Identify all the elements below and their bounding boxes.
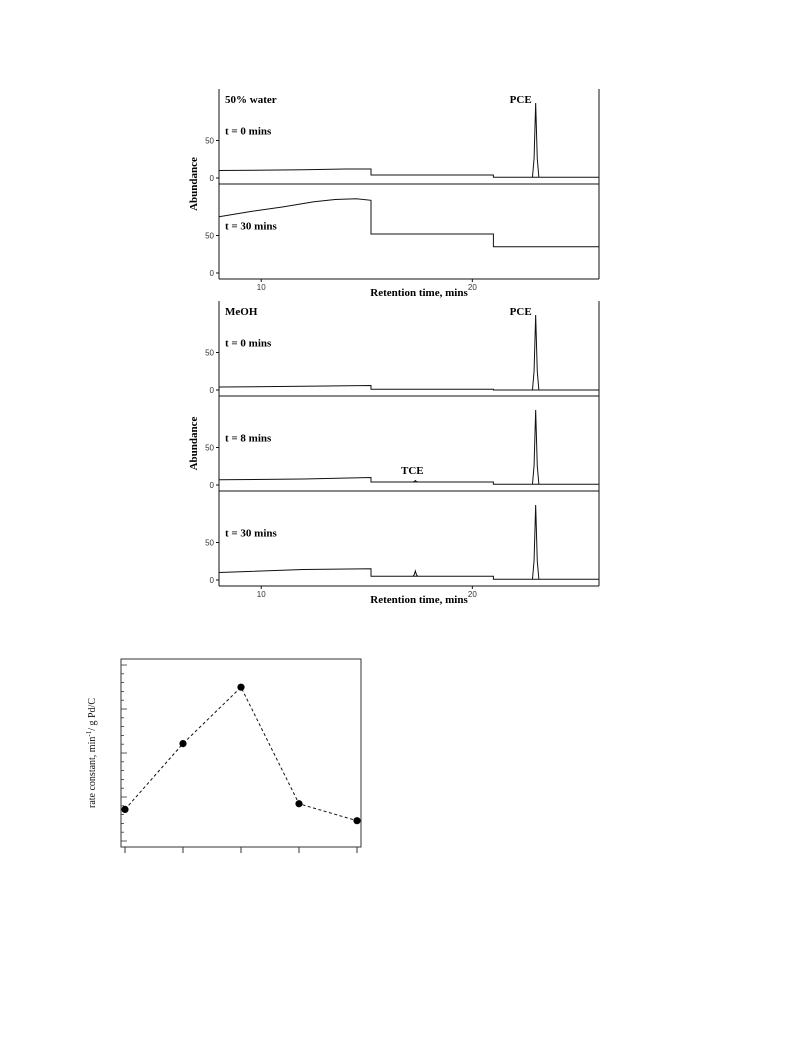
y-tick-label: 0 [209, 174, 214, 183]
group-label: MeOH [225, 306, 258, 318]
chromatogram-panel [205, 396, 599, 491]
peak-label-pce: PCE [509, 306, 532, 318]
chromatogram-trace [219, 569, 599, 580]
rate-series-line [125, 687, 357, 821]
chromatogram-trace [219, 478, 599, 485]
peak-label-tce: TCE [401, 465, 424, 477]
y-tick-label: 50 [205, 538, 214, 548]
x-tick-label: 20 [467, 590, 477, 599]
x-tick-label: 10 [256, 590, 266, 599]
y-axis-title-sup: -1 [85, 730, 93, 737]
y-tick-label: 0 [209, 269, 214, 278]
rate-data-point [353, 817, 360, 824]
chromatogram-peak [413, 571, 418, 576]
chromatogram-svg [183, 85, 603, 610]
y-tick-label: 0 [209, 481, 214, 490]
y-tick-label: 0 [209, 386, 214, 395]
x-tick-label: 10 [256, 283, 266, 292]
chromatogram-figure [183, 85, 603, 615]
rate-constant-chart [55, 645, 375, 875]
rate-constant-svg [55, 645, 375, 870]
chromatogram-panel [205, 89, 599, 184]
time-label: t = 30 mins [225, 220, 277, 233]
y-tick-label: 0 [209, 576, 214, 585]
y-tick-label: 50 [205, 348, 214, 358]
chromatogram-trace [219, 169, 599, 177]
y-axis-title: Abundance [188, 157, 200, 211]
time-label: t = 30 mins [225, 527, 277, 540]
chromatogram-panel [205, 301, 599, 396]
time-label: t = 8 mins [225, 432, 272, 445]
chromatogram-peak [532, 410, 538, 484]
chromatogram-trace [219, 386, 599, 391]
rate-data-point [121, 806, 128, 813]
chromatogram-panel [205, 491, 599, 586]
y-axis-title: Abundance [188, 416, 200, 471]
rate-data-point [237, 684, 244, 691]
y-axis-title-main: rate constant, min [87, 736, 98, 809]
y-tick-label: 50 [205, 231, 214, 241]
rate-data-point [179, 740, 186, 747]
rate-data-point [295, 800, 302, 807]
y-tick-label: 50 [205, 136, 214, 146]
chromatogram-panel [205, 184, 599, 279]
chromatogram-peak [532, 315, 538, 390]
chromatogram-group [188, 89, 599, 299]
time-label: t = 0 mins [225, 337, 272, 350]
y-axis-title-suffix: / g Pd/C [87, 697, 98, 731]
chromatogram-peak [532, 103, 538, 177]
chromatogram-peak [532, 505, 538, 579]
x-axis-title: Retention time, mins [370, 594, 468, 606]
y-axis-title [85, 698, 98, 808]
rate-chart-body [121, 659, 361, 853]
y-tick-label: 50 [205, 443, 214, 453]
time-label: t = 0 mins [225, 125, 272, 138]
chromatogram-group [188, 301, 599, 606]
x-axis-title: Retention time, mins [370, 287, 468, 299]
group-label: 50% water [225, 94, 277, 106]
peak-label-pce: PCE [509, 94, 532, 106]
x-tick-label: 20 [467, 283, 477, 292]
